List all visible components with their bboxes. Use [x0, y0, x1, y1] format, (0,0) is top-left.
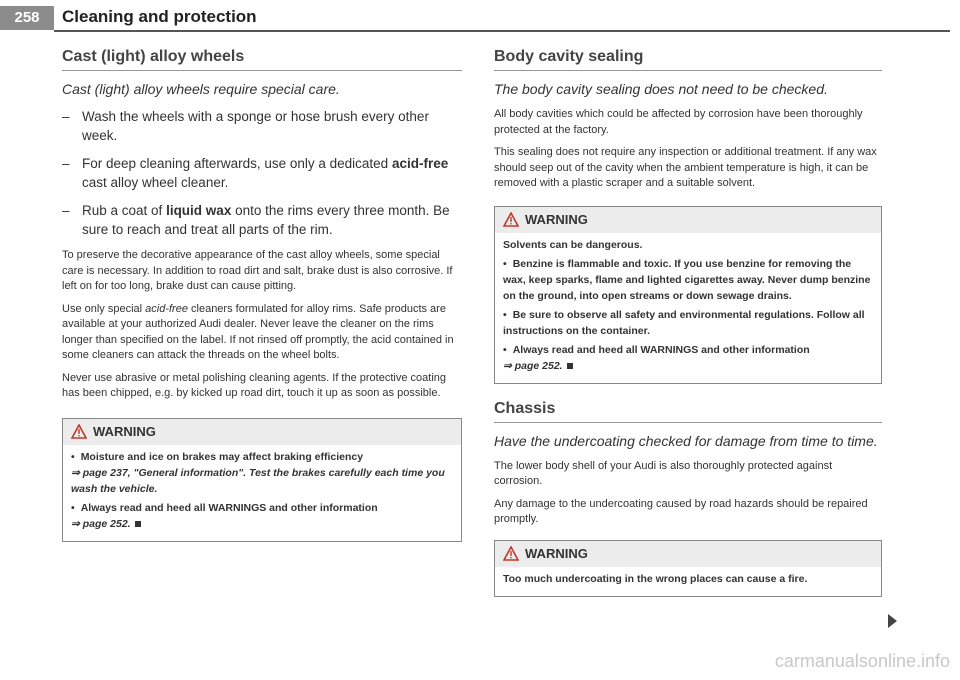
- step-item: – Rub a coat of liquid wax onto the rims every three month. Be sure to reach and treat all parts of the rim.: [62, 203, 450, 237]
- body-paragraph: This sealing does not require any inspection or additional treatment. If any wax should seep out of the cavity when the ambient temperature is high, it can be removed with a plastic scraper and a suitable solvent.: [494, 146, 877, 189]
- chapter-title: Cleaning and protection: [62, 7, 257, 26]
- warning-box: [494, 540, 882, 597]
- warning-body: Solvents can be dangerous. • Benzine is flammable and toxic. If you use benzine for removing the wax, keep sparks, flame and lighted cigarettes away. Never dump benzine on the ground, into open streams or down sewage drains. • Be sure to observe all safety and environmental regulations. Follow all instructions on the container. • Always read and heed all WARNINGS and other information ⇒ page 252.: [503, 238, 871, 372]
- end-mark-icon: [135, 521, 141, 527]
- warning-triangle-icon: [71, 422, 87, 448]
- page-header: [0, 0, 960, 32]
- body-paragraph: All body cavities which could be affected by corrosion have been thoroughly protected at the factory.: [494, 108, 863, 136]
- section-lead-body-cavity: The body cavity sealing does not need to be checked.: [494, 81, 828, 97]
- body-paragraph: The lower body shell of your Audi is also thoroughly protected against corrosion.: [494, 459, 833, 487]
- warning-header: [63, 419, 461, 445]
- section-lead-chassis: Have the undercoating checked for damage from time to time.: [494, 432, 878, 449]
- page-link[interactable]: ⇒ page 237, "General information". Test the brakes carefully each time you wash the vehicle.: [71, 466, 445, 495]
- continue-arrow-icon[interactable]: [888, 614, 897, 628]
- body-paragraph: Use only special acid-free cleaners formulated for alloy rims. Safe products are available at your authorized Audi dealer. Never leave the cleaner on the rims longer than specified on the label. If not rinsed off promptly, the acid contained in some cleaners can attack the threads on the wheel bolts.: [62, 302, 454, 361]
- page-link[interactable]: ⇒ page 252.: [71, 517, 131, 530]
- warning-header: [495, 541, 881, 567]
- warning-box: [494, 206, 882, 384]
- header-rule: [54, 30, 950, 32]
- step-item: – Wash the wheels with a sponge or hose brush every other week.: [62, 109, 429, 143]
- body-paragraph: To preserve the decorative appearance of the cast alloy wheels, some special care is necessary. In addition to road dirt and salt, brake dust is also corrosive. If left on for too long, brake dust can cause pitting.: [62, 249, 453, 292]
- end-mark-icon: [567, 363, 573, 369]
- body-paragraph: Never use abrasive or metal polishing cleaning agents. If the protective coating has been chipped, e.g. by kicked up road dirt, touch it up as soon as possible.: [62, 371, 446, 399]
- warning-title: WARNING: [93, 423, 156, 439]
- watermark: carmanualsonline.info: [774, 651, 950, 671]
- body-paragraph: Any damage to the undercoating caused by road hazards should be repaired promptly.: [494, 497, 868, 525]
- warning-body: • Moisture and ice on brakes may affect braking efficiency ⇒ page 237, "General information". Test the brakes carefully each time you wash the vehicle. • Always read and heed all WARNINGS and other information ⇒ page 252.: [71, 450, 445, 530]
- warning-triangle-icon: [503, 544, 519, 570]
- warning-box: [62, 418, 462, 542]
- warning-title: WARNING: [525, 211, 588, 227]
- section-lead-alloy-wheels: Cast (light) alloy wheels require special care.: [62, 81, 340, 97]
- section-title-alloy-wheels: Cast (light) alloy wheels: [62, 48, 462, 71]
- right-column: [494, 48, 882, 597]
- warning-header: [495, 207, 881, 233]
- step-item: – For deep cleaning afterwards, use only a dedicated acid-free cast alloy wheel cleaner.: [62, 156, 449, 190]
- section-title-chassis: Chassis: [494, 400, 882, 423]
- warning-triangle-icon: [503, 210, 519, 236]
- warning-title: WARNING: [525, 545, 588, 561]
- steps-list: [62, 107, 462, 239]
- warning-body: Too much undercoating in the wrong places can cause a fire.: [503, 572, 808, 585]
- page-link[interactable]: ⇒ page 252.: [503, 359, 563, 372]
- page-number: 258: [0, 6, 54, 30]
- section-title-body-cavity: Body cavity sealing: [494, 48, 882, 71]
- left-column: [62, 48, 462, 542]
